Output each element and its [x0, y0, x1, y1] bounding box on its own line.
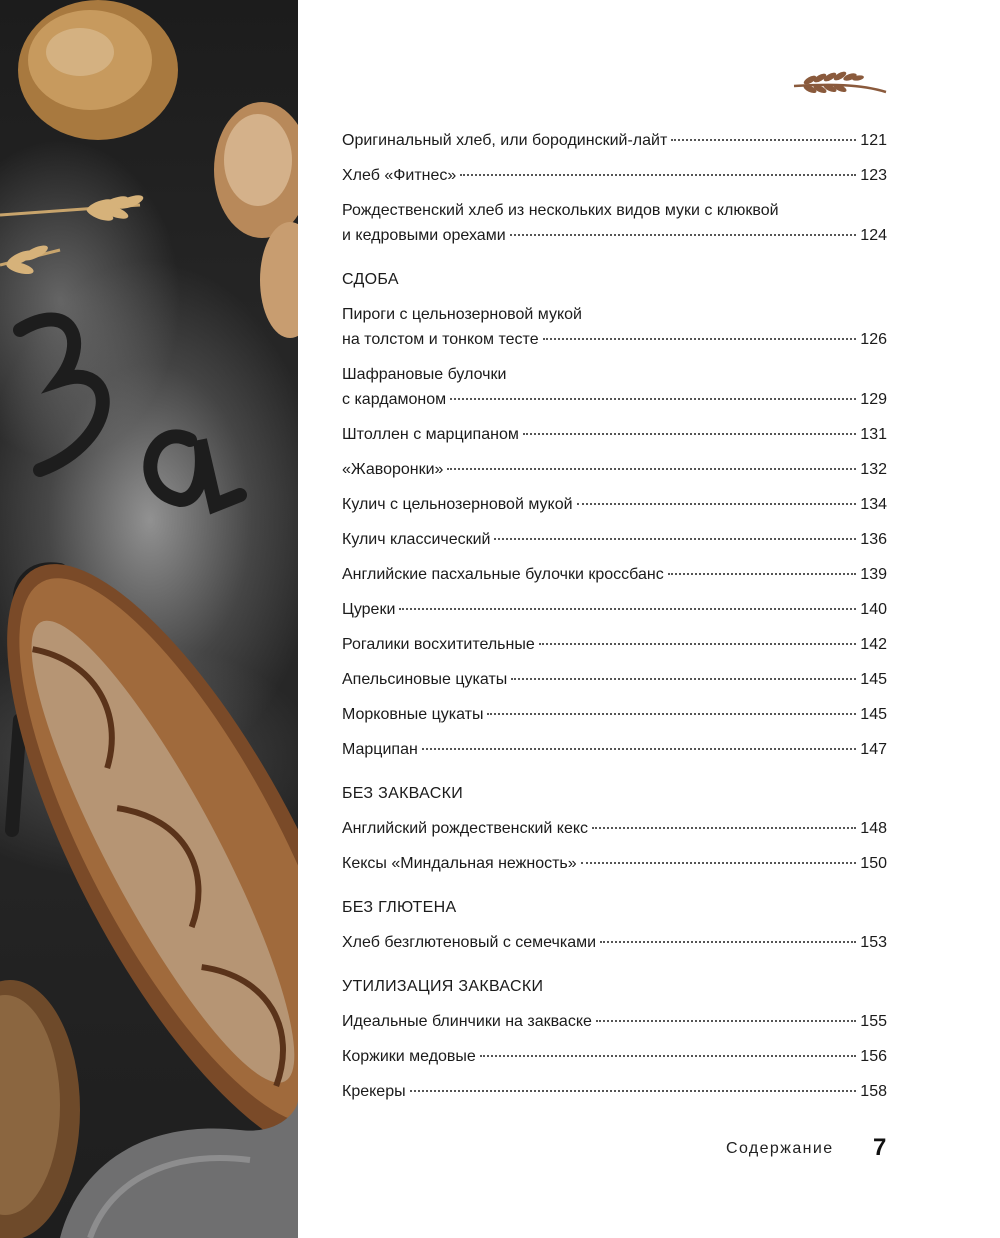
toc-entry[interactable] [342, 1044, 887, 1069]
entry-title: Коржики медовые [342, 1048, 476, 1065]
entry-title: Английский рождественский кекс [342, 820, 589, 837]
entry-title: Кексы «Миндальная нежность» [342, 855, 577, 872]
entry-page-number: 145 [860, 671, 887, 688]
toc-entry[interactable] [342, 198, 887, 248]
entry-row [342, 457, 887, 482]
toc-entry[interactable] [342, 930, 887, 955]
entry-title: Английские пасхальные булочки кроссбанс [342, 566, 664, 583]
toc-entry[interactable] [342, 702, 887, 727]
toc-entry[interactable] [342, 597, 887, 622]
entry-page-number: 156 [860, 1048, 887, 1065]
section-heading: СДОБА [342, 271, 399, 288]
dot-leader [671, 139, 856, 141]
entry-title: Крекеры [342, 1083, 406, 1100]
dot-leader [581, 862, 857, 864]
entry-title: Рождественский хлеб из нескольких видов муки с клюквой [342, 202, 779, 219]
dot-leader [596, 1020, 856, 1022]
wheat-ornament-icon [790, 66, 890, 96]
entry-title: и кедровыми орехами [342, 227, 506, 244]
section-heading: БЕЗ ЗАКВАСКИ [342, 785, 464, 802]
dot-leader [539, 643, 857, 645]
entry-page-number: 145 [860, 706, 887, 723]
dot-leader [460, 174, 856, 176]
dot-leader [577, 503, 857, 505]
dot-leader [494, 538, 856, 540]
entry-title: Цуреки [342, 601, 396, 618]
toc-entry[interactable] [342, 1009, 887, 1034]
toc-group [342, 781, 887, 876]
bread-illustration [0, 0, 298, 1238]
entry-page-number: 153 [860, 934, 887, 951]
dot-leader [450, 398, 856, 400]
toc-group [342, 267, 887, 762]
entry-title: с кардамоном [342, 391, 447, 408]
entry-page-number: 142 [860, 636, 887, 653]
entry-page-number: 136 [860, 531, 887, 548]
entry-title: Марципан [342, 741, 418, 758]
entry-row [342, 327, 887, 352]
entry-title: Штоллен с марципаном [342, 426, 519, 443]
entry-page-number: 131 [860, 426, 887, 443]
toc-entry[interactable] [342, 302, 887, 352]
entry-title: Оригинальный хлеб, или бородинский-лайт [342, 132, 668, 149]
dot-leader [668, 573, 857, 575]
entry-row [342, 387, 887, 412]
entry-row [342, 1079, 887, 1104]
toc-entry[interactable] [342, 422, 887, 447]
footer-label: Содержание [726, 1140, 834, 1157]
entry-row [342, 816, 887, 841]
toc-entry[interactable] [342, 362, 887, 412]
section-heading: УТИЛИЗАЦИЯ ЗАКВАСКИ [342, 978, 544, 995]
entry-page-number: 139 [860, 566, 887, 583]
entry-row [342, 737, 887, 762]
entry-row [342, 1044, 887, 1069]
dot-leader [523, 433, 856, 435]
entry-title: «Жаворонки» [342, 461, 444, 478]
dot-leader [480, 1055, 856, 1057]
entry-row [342, 422, 887, 447]
toc-entry[interactable] [342, 457, 887, 482]
entry-title: на толстом и тонком тесте [342, 331, 539, 348]
toc-group [342, 974, 887, 1104]
toc-entry[interactable] [342, 527, 887, 552]
entry-row [342, 163, 887, 188]
section-heading: БЕЗ ГЛЮТЕНА [342, 899, 457, 916]
entry-page-number: 123 [860, 167, 887, 184]
entry-title: Кулич с цельнозерновой мукой [342, 496, 573, 513]
entry-row [342, 492, 887, 517]
dot-leader [422, 748, 856, 750]
entry-row [342, 667, 887, 692]
entry-row [342, 128, 887, 153]
entry-row [342, 1009, 887, 1034]
dot-leader [487, 713, 856, 715]
toc-entry[interactable] [342, 1079, 887, 1104]
entry-page-number: 148 [860, 820, 887, 837]
entry-row [342, 851, 887, 876]
entry-page-number: 126 [860, 331, 887, 348]
entry-page-number: 134 [860, 496, 887, 513]
entry-title: Рогалики восхитительные [342, 636, 535, 653]
toc-entry[interactable] [342, 128, 887, 153]
entry-title: Идеальные блинчики на закваске [342, 1013, 592, 1030]
entry-page-number: 158 [860, 1083, 887, 1100]
entry-row [342, 223, 887, 248]
toc-entry[interactable] [342, 667, 887, 692]
toc-group [342, 895, 887, 955]
dot-leader [410, 1090, 857, 1092]
entry-page-number: 124 [860, 227, 887, 244]
entry-title: Хлеб безглютеновый с семечками [342, 934, 597, 951]
toc-entry[interactable] [342, 562, 887, 587]
dot-leader [592, 827, 856, 829]
entry-title: Кулич классический [342, 531, 491, 548]
entry-page-number: 155 [860, 1013, 887, 1030]
entry-row [342, 562, 887, 587]
table-of-contents [342, 128, 887, 1104]
toc-entry[interactable] [342, 737, 887, 762]
entry-title: Морковные цукаты [342, 706, 484, 723]
entry-title: Хлеб «Фитнес» [342, 167, 457, 184]
toc-entry[interactable] [342, 632, 887, 657]
dot-leader [600, 941, 856, 943]
dot-leader [543, 338, 857, 340]
entry-page-number: 129 [860, 391, 887, 408]
entry-title: Пироги с цельнозерновой мукой [342, 306, 582, 323]
entry-row [342, 597, 887, 622]
toc-entry[interactable] [342, 851, 887, 876]
entry-page-number: 121 [860, 132, 887, 149]
entry-page-number: 147 [860, 741, 887, 758]
entry-page-number: 132 [860, 461, 887, 478]
entry-row [342, 632, 887, 657]
dot-leader [447, 468, 856, 470]
toc-entry[interactable] [342, 492, 887, 517]
toc-entry[interactable] [342, 163, 887, 188]
toc-group [342, 128, 887, 248]
entry-page-number: 150 [860, 855, 887, 872]
bread-photo [0, 0, 298, 1238]
toc-entry[interactable] [342, 816, 887, 841]
entry-title: Апельсиновые цукаты [342, 671, 508, 688]
dot-leader [511, 678, 856, 680]
entry-row [342, 702, 887, 727]
entry-row [342, 527, 887, 552]
entry-page-number: 140 [860, 601, 887, 618]
entry-row [342, 930, 887, 955]
dot-leader [399, 608, 856, 610]
page-number: 7 [873, 1134, 887, 1161]
entry-title: Шафрановые булочки [342, 366, 507, 383]
dot-leader [510, 234, 857, 236]
